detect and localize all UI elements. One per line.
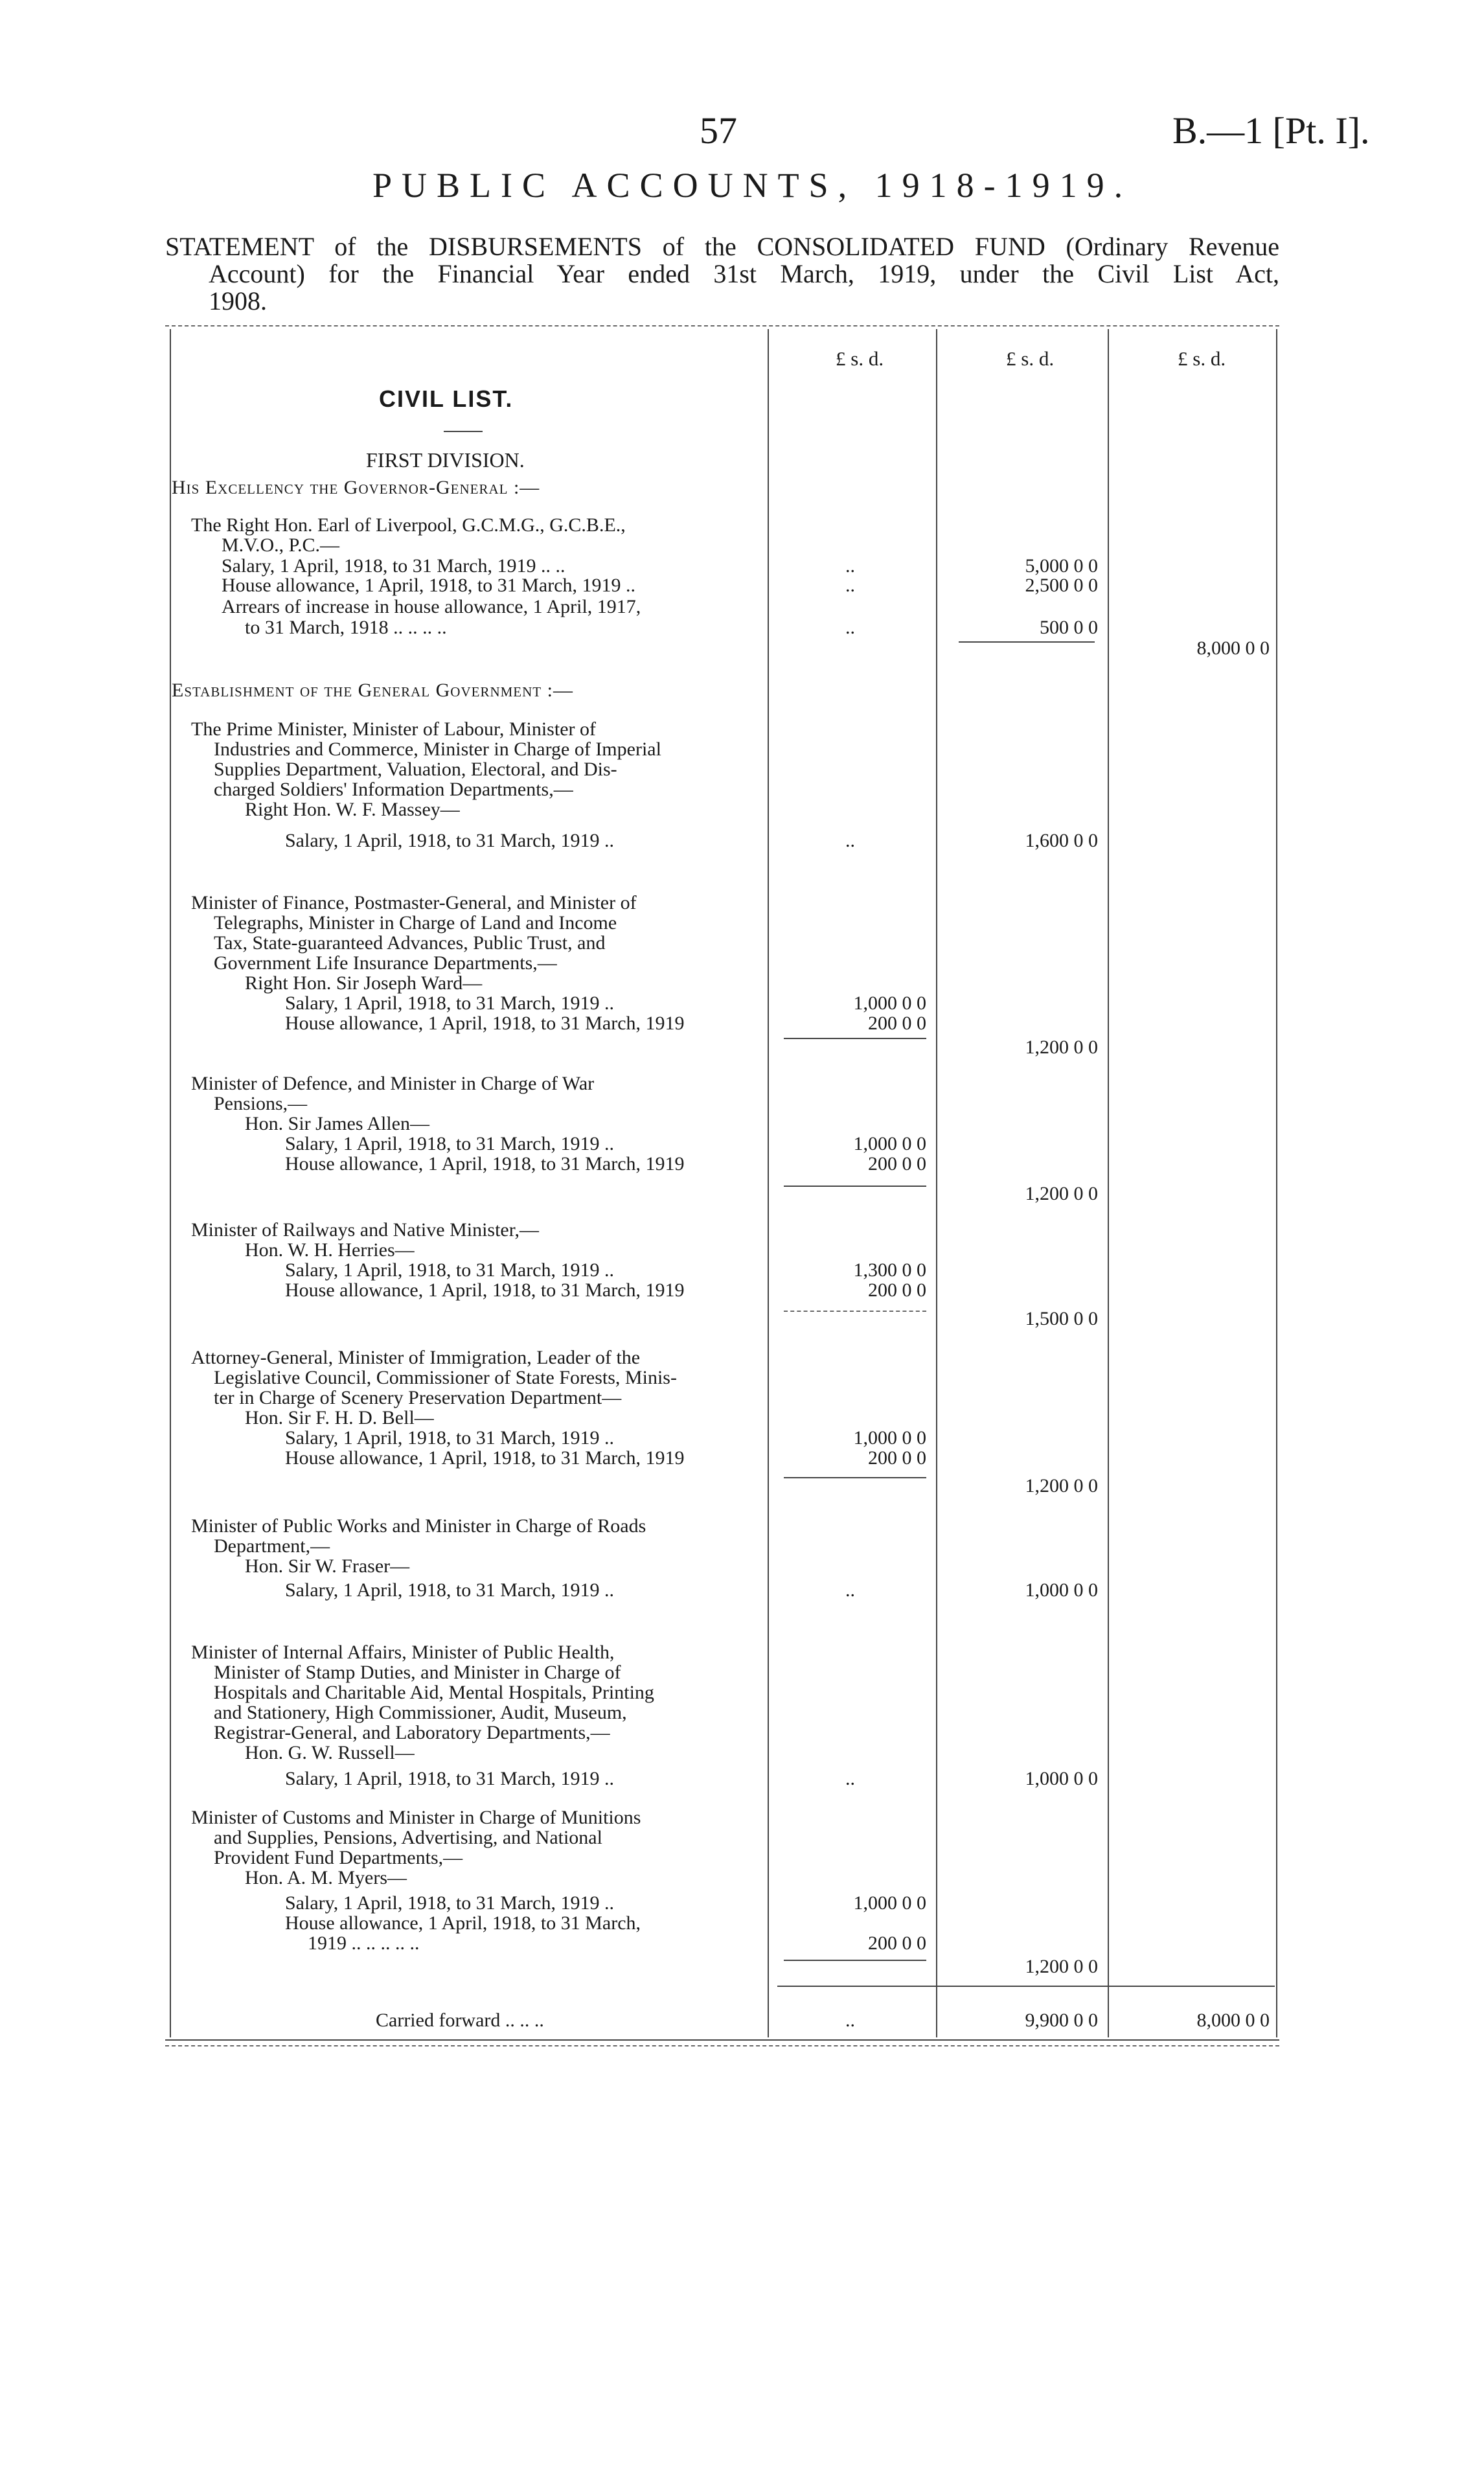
- gg-heading: His Excellency the Governor-General :—: [172, 477, 540, 498]
- rail-line: Salary, 1 April, 1918, to 31 March, 1919 ..: [285, 1259, 614, 1281]
- page-number: 57: [700, 109, 737, 152]
- amount-cell: 1,200 0 0: [1025, 1956, 1098, 1977]
- section-rule: [444, 431, 483, 432]
- ag-line: House allowance, 1 April, 1918, to 31 March, 1919: [285, 1447, 685, 1469]
- ia-line: Registrar-General, and Laboratory Departments,—: [214, 1722, 610, 1743]
- subtotal-rule: [784, 1960, 926, 1961]
- pm-line: Industries and Commerce, Minister in Charge of Imperial: [214, 739, 661, 760]
- amount-cell: 200 0 0: [868, 1279, 926, 1301]
- leader-dots: ..: [845, 2010, 855, 2031]
- subtotal-rule: [784, 1311, 926, 1312]
- amount-cell: 200 0 0: [868, 1447, 926, 1469]
- amount-cell: 1,600 0 0: [1025, 830, 1098, 851]
- fin-line: Right Hon. Sir Joseph Ward—: [245, 972, 483, 994]
- ia-line: Minister of Internal Affairs, Minister of Public Health,: [191, 1642, 615, 1663]
- intro-line: STATEMENT of the DISBURSEMENTS of the CONSOLIDATED FUND (Ordinary Revenue: [165, 232, 1279, 261]
- column-divider: [1108, 329, 1109, 2037]
- fin-line: Salary, 1 April, 1918, to 31 March, 1919 ..: [285, 992, 614, 1014]
- ag-line: ter in Charge of Scenery Preservation Department—: [214, 1387, 622, 1408]
- ia-line: Salary, 1 April, 1918, to 31 March, 1919 ..: [285, 1768, 614, 1789]
- cu-line: and Supplies, Pensions, Advertising, and National: [214, 1827, 602, 1848]
- intro-line: Account) for the Financial Year ended 31st March, 1919, under the Civil List Act,: [209, 259, 1279, 288]
- table-left-border: [170, 329, 171, 2037]
- leader-dots: ..: [845, 1768, 855, 1789]
- cu-line: House allowance, 1 April, 1918, to 31 March,: [285, 1912, 641, 1934]
- cu-line: Provident Fund Departments,—: [214, 1847, 463, 1868]
- statement-intro: [165, 233, 1279, 315]
- fin-line: House allowance, 1 April, 1918, to 31 March, 1919: [285, 1013, 685, 1034]
- pw-line: Hon. Sir W. Fraser—: [245, 1555, 410, 1577]
- intro-line: 1908.: [209, 286, 267, 315]
- division-title: FIRST DIVISION.: [366, 448, 525, 472]
- subtotal-rule: [784, 1038, 926, 1039]
- amount-cell: 1,000 0 0: [853, 992, 926, 1014]
- fin-line: Tax, State-guaranteed Advances, Public Trust, and: [214, 932, 606, 954]
- pm-line: Salary, 1 April, 1918, to 31 March, 1919 ..: [285, 830, 614, 851]
- ia-line: Hospitals and Charitable Aid, Mental Hospitals, Printing: [214, 1682, 654, 1703]
- carried-forward-label: Carried forward .. .. ..: [376, 2010, 544, 2031]
- cu-line: Minister of Customs and Minister in Charge of Munitions: [191, 1807, 641, 1828]
- subtotal-rule: [784, 1477, 926, 1478]
- fin-line: Minister of Finance, Postmaster-General, and Minister of: [191, 892, 637, 913]
- carried-forward-col2: 9,900 0 0: [1025, 2010, 1098, 2031]
- amount-cell: 1,000 0 0: [1025, 1768, 1098, 1789]
- ag-line: Attorney-General, Minister of Immigration, Leader of the: [191, 1347, 641, 1368]
- gg-line: M.V.O., P.C.—: [222, 534, 340, 556]
- gg-line: Arrears of increase in house allowance, 1 April, 1917,: [222, 596, 641, 617]
- pw-line: Minister of Public Works and Minister in Charge of Roads: [191, 1515, 646, 1537]
- subtotal-rule: [784, 1186, 926, 1187]
- pm-line: Right Hon. W. F. Massey—: [245, 799, 460, 820]
- leader-dots: ..: [845, 830, 855, 851]
- amount-cell: 1,000 0 0: [853, 1892, 926, 1914]
- def-line: House allowance, 1 April, 1918, to 31 March, 1919: [285, 1153, 685, 1175]
- subtotal-rule: [959, 641, 1095, 643]
- pw-line: Department,—: [214, 1535, 330, 1557]
- amount-cell: 1,000 0 0: [1025, 1579, 1098, 1601]
- leader-dots: ..: [845, 1579, 855, 1601]
- def-line: Hon. Sir James Allen—: [245, 1113, 429, 1134]
- column-header: £ s. d.: [1178, 347, 1226, 370]
- amount-cell: 200 0 0: [868, 1932, 926, 1954]
- gg-line: Salary, 1 April, 1918, to 31 March, 1919 .. ..: [222, 555, 565, 577]
- pm-line: Supplies Department, Valuation, Electoral, and Dis-: [214, 759, 617, 780]
- ia-line: Minister of Stamp Duties, and Minister in Charge of: [214, 1662, 621, 1683]
- amount-cell: 200 0 0: [868, 1153, 926, 1175]
- table-top-rule: [165, 325, 1279, 327]
- fin-line: Telegraphs, Minister in Charge of Land and Income: [214, 912, 617, 934]
- carried-forward-col3: 8,000 0 0: [1196, 2010, 1270, 2031]
- leader-dots: ..: [845, 575, 855, 596]
- amount-cell: 1,000 0 0: [853, 1427, 926, 1449]
- column-divider: [936, 329, 937, 2037]
- amount-cell: 1,500 0 0: [1025, 1308, 1098, 1329]
- total-cell: 8,000 0 0: [1196, 637, 1270, 659]
- pm-line: The Prime Minister, Minister of Labour, Minister of: [191, 718, 596, 740]
- table-right-border: [1276, 329, 1277, 2037]
- column-header: £ s. d.: [836, 347, 884, 370]
- table-bottom-rule: [165, 2045, 1279, 2046]
- def-line: Salary, 1 April, 1918, to 31 March, 1919 ..: [285, 1133, 614, 1154]
- column-header: £ s. d.: [1006, 347, 1055, 370]
- leader-dots: ..: [845, 555, 855, 577]
- cu-line: Hon. A. M. Myers—: [245, 1867, 407, 1888]
- amount-cell: 1,200 0 0: [1025, 1037, 1098, 1058]
- fin-line: Government Life Insurance Departments,—: [214, 952, 557, 974]
- ag-line: Salary, 1 April, 1918, to 31 March, 1919 ..: [285, 1427, 614, 1449]
- est-heading: Establishment of the General Government :—: [172, 680, 573, 701]
- document-reference: B.—1 [Pt. I].: [1172, 109, 1370, 152]
- rail-line: Hon. W. H. Herries—: [245, 1239, 415, 1261]
- cu-line: 1919 .. .. .. .. ..: [308, 1932, 420, 1954]
- ag-line: Legislative Council, Commissioner of State Forests, Minis-: [214, 1367, 677, 1388]
- def-line: Minister of Defence, and Minister in Charge of War: [191, 1073, 595, 1094]
- amount-cell: 1,000 0 0: [853, 1133, 926, 1154]
- pm-line: charged Soldiers' Information Departments,—: [214, 779, 573, 800]
- section-title: CIVIL LIST.: [379, 385, 514, 412]
- rail-line: Minister of Railways and Native Minister,—: [191, 1219, 540, 1241]
- gg-line: The Right Hon. Earl of Liverpool, G.C.M.G., G.C.B.E.,: [191, 514, 626, 536]
- amount-cell: 1,200 0 0: [1025, 1183, 1098, 1204]
- ag-line: Hon. Sir F. H. D. Bell—: [245, 1407, 434, 1428]
- amount-cell: 1,200 0 0: [1025, 1475, 1098, 1496]
- amount-cell: 200 0 0: [868, 1013, 926, 1034]
- table-bottom-rule: [165, 2039, 1279, 2041]
- cu-line: Salary, 1 April, 1918, to 31 March, 1919 ..: [285, 1892, 614, 1914]
- ia-line: Hon. G. W. Russell—: [245, 1742, 415, 1763]
- amount-cell: 2,500 0 0: [1025, 575, 1098, 596]
- page-title: PUBLIC ACCOUNTS, 1918-1919.: [372, 166, 1133, 205]
- gg-line: House allowance, 1 April, 1918, to 31 March, 1919 ..: [222, 575, 636, 596]
- ia-line: and Stationery, High Commissioner, Audit, Museum,: [214, 1702, 627, 1723]
- rail-line: House allowance, 1 April, 1918, to 31 March, 1919: [285, 1279, 685, 1301]
- amount-cell: 500 0 0: [1040, 617, 1098, 638]
- pw-line: Salary, 1 April, 1918, to 31 March, 1919 ..: [285, 1579, 614, 1601]
- leader-dots: ..: [845, 617, 855, 638]
- amount-cell: 5,000 0 0: [1025, 555, 1098, 577]
- gg-line: to 31 March, 1918 .. .. .. ..: [245, 617, 447, 638]
- amount-cell: 1,300 0 0: [853, 1259, 926, 1281]
- def-line: Pensions,—: [214, 1093, 308, 1114]
- carried-forward-rule: [777, 1986, 1275, 1987]
- column-divider: [768, 329, 769, 2037]
